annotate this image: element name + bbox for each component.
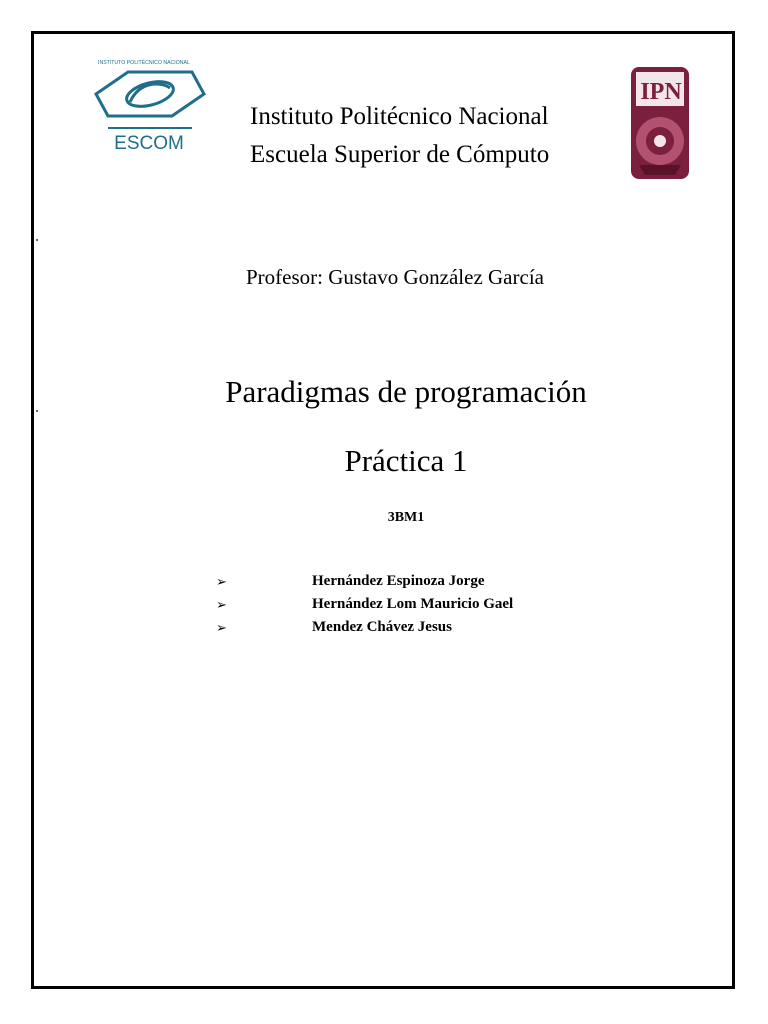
escom-logo-name: ESCOM bbox=[114, 133, 184, 154]
arrow-bullet-icon: ➢ bbox=[216, 596, 227, 612]
list-item bbox=[216, 593, 513, 616]
school-name: Escuela Superior de Cómputo bbox=[250, 141, 550, 168]
group-code: 3BM1 bbox=[387, 510, 425, 525]
member-name: Hernández Espinoza Jorge bbox=[312, 573, 485, 589]
list-item bbox=[216, 570, 513, 593]
escom-logo bbox=[88, 56, 210, 156]
team-members-list bbox=[216, 570, 513, 639]
institution-header bbox=[250, 98, 590, 174]
arrow-bullet-icon: ➢ bbox=[216, 573, 227, 589]
course-title: Paradigmas de programación bbox=[225, 374, 587, 409]
ipn-logo-name: IPN bbox=[640, 79, 682, 105]
escom-logo-top-text: INSTITUTO POLITÉCNICO NACIONAL bbox=[98, 60, 190, 66]
arrow-bullet-icon: ➢ bbox=[216, 619, 227, 635]
institution-name: Instituto Politécnico Nacional bbox=[250, 103, 549, 130]
professor-line: Profesor: Gustavo González García bbox=[246, 265, 544, 289]
ipn-logo bbox=[625, 65, 695, 183]
practice-title: Práctica 1 bbox=[344, 443, 468, 478]
stray-dot bbox=[36, 410, 38, 412]
member-name: Hernández Lom Mauricio Gael bbox=[312, 596, 514, 612]
member-name: Mendez Chávez Jesus bbox=[312, 619, 452, 635]
stray-dot bbox=[36, 239, 38, 241]
list-item bbox=[216, 616, 513, 639]
